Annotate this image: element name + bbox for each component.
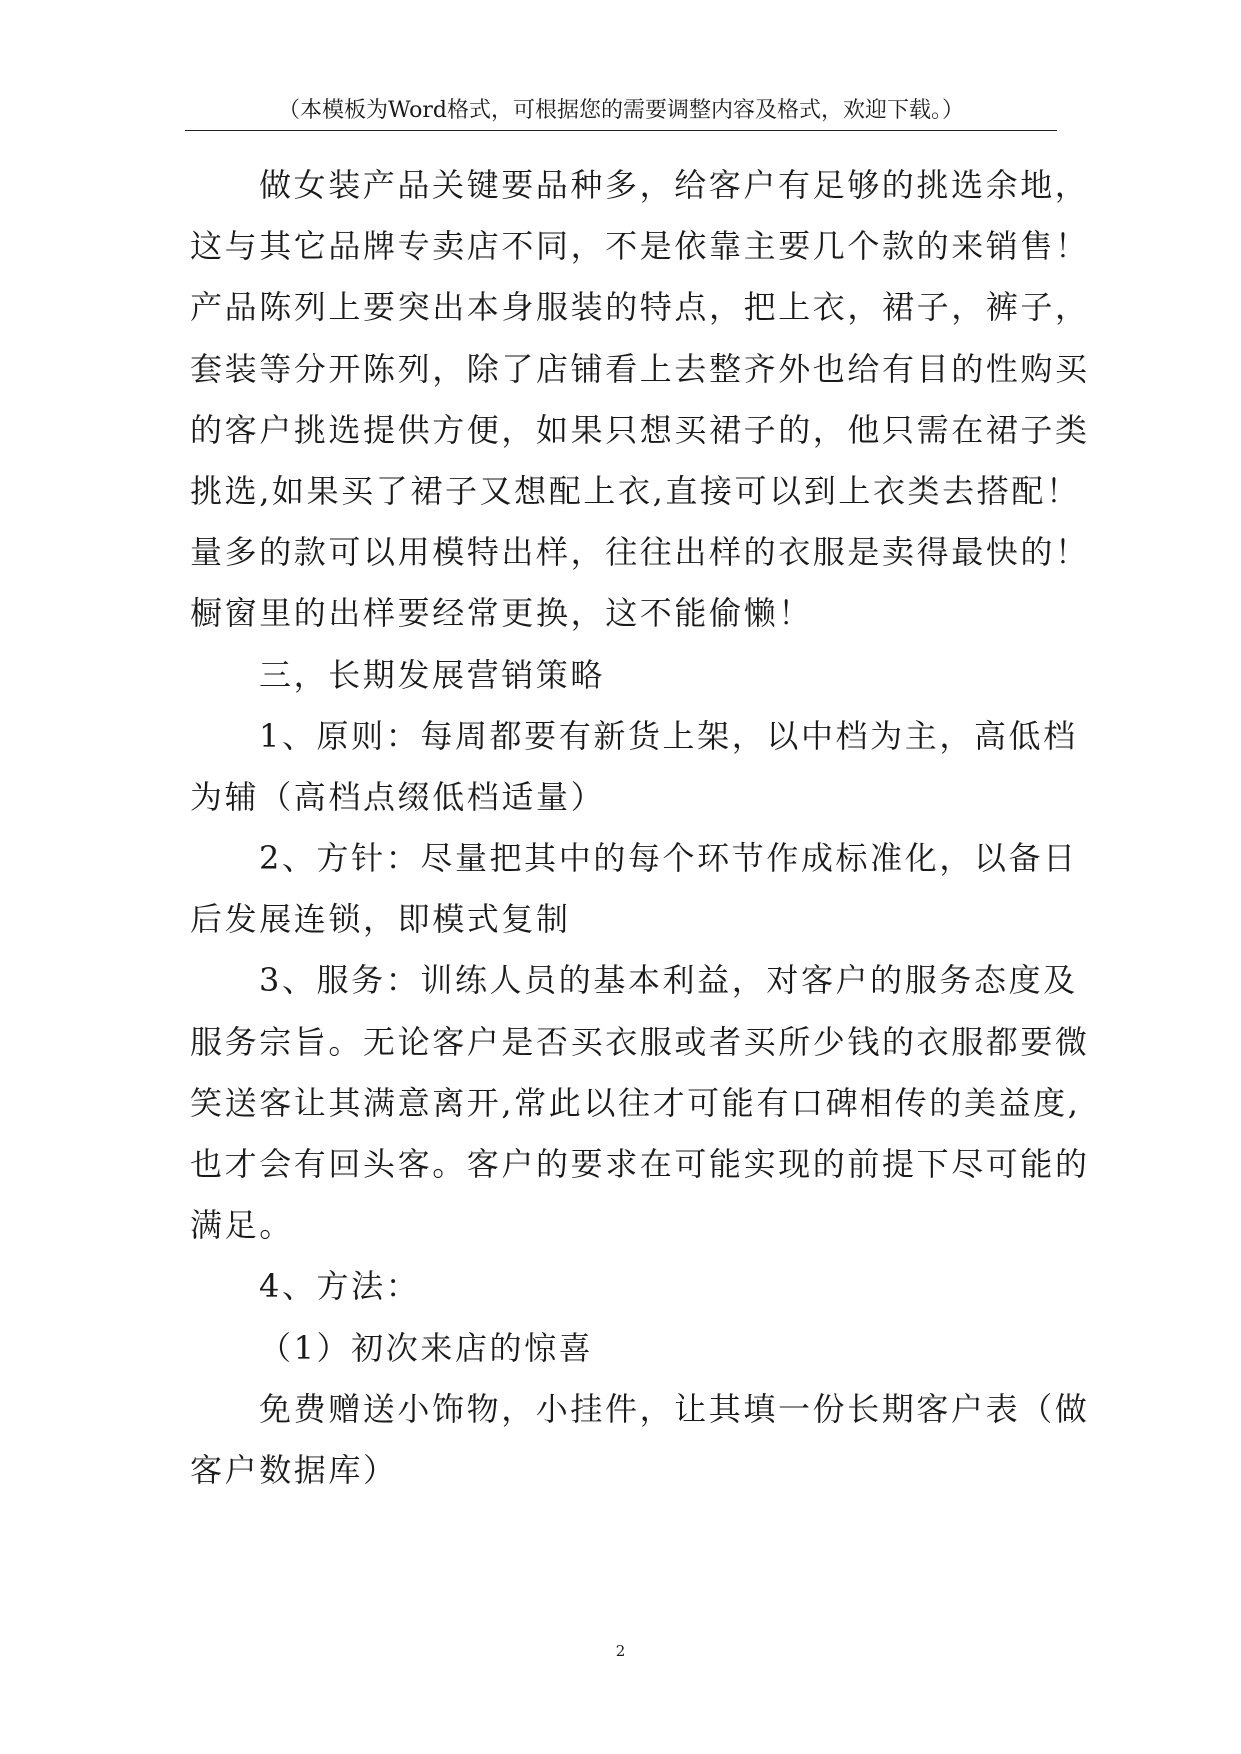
page-number: 2 bbox=[615, 1642, 626, 1660]
text-line: （1）初次来店的惊喜 bbox=[259, 1328, 594, 1367]
text-line: 3、服务：训练人员的基本利益，对客户的服务态度及 bbox=[259, 961, 1078, 1000]
text-line: 量多的款可以用模特出样，往往出样的衣服是卖得最快的！ bbox=[190, 533, 1090, 572]
text-line: 笑送客让其满意离开,常此以往才可能有口碑相传的美益度, bbox=[190, 1083, 1081, 1122]
text-line: 免费赠送小饰物，小挂件，让其填一份长期客户表（做 bbox=[259, 1389, 1090, 1428]
text-line: 这与其它品牌专卖店不同，不是依靠主要几个款的来销售！ bbox=[190, 227, 1090, 266]
text-line: 套装等分开陈列，除了店铺看上去整齐外也给有目的性购买 bbox=[190, 349, 1090, 388]
text-line: 做女装产品关键要品种多，给客户有足够的挑选余地， bbox=[259, 166, 1090, 204]
text-line: 2、方针：尽量把其中的每个环节作成标准化，以备日 bbox=[259, 839, 1078, 878]
header-divider bbox=[185, 130, 1057, 131]
text-line: 客户数据库） bbox=[190, 1450, 398, 1489]
text-line: 产品陈列上要突出本身服装的特点，把上衣，裙子，裤子， bbox=[190, 288, 1090, 327]
text-line: 服务宗旨。无论客户是否买衣服或者买所少钱的衣服都要微 bbox=[190, 1022, 1090, 1061]
text-line: 挑选,如果买了裙子又想配上衣,直接可以到上衣类去搭配！ bbox=[190, 471, 1081, 510]
text-line: 4、方法： bbox=[259, 1267, 421, 1306]
text-line: 为辅（高档点缀低档适量） bbox=[190, 777, 606, 816]
text-line: 橱窗里的出样要经常更换，这不能偷懒！ bbox=[190, 594, 813, 633]
text-line: 三，长期发展营销策略 bbox=[259, 655, 606, 694]
text-line: 也才会有回头客。客户的要求在可能实现的前提下尽可能的 bbox=[190, 1145, 1090, 1183]
text-line: 的客户挑选提供方便，如果只想买裙子的，他只需在裙子类 bbox=[190, 410, 1090, 449]
text-line: 1、原则：每周都要有新货上架，以中档为主，高低档 bbox=[259, 716, 1078, 755]
document-body bbox=[190, 155, 1090, 1501]
page-header: （本模板为Word格式，可根据您的需要调整内容及格式，欢迎下载。） bbox=[278, 98, 964, 123]
text-line: 满足。 bbox=[190, 1206, 294, 1245]
text-line: 后发展连锁，即模式复制 bbox=[190, 900, 571, 939]
